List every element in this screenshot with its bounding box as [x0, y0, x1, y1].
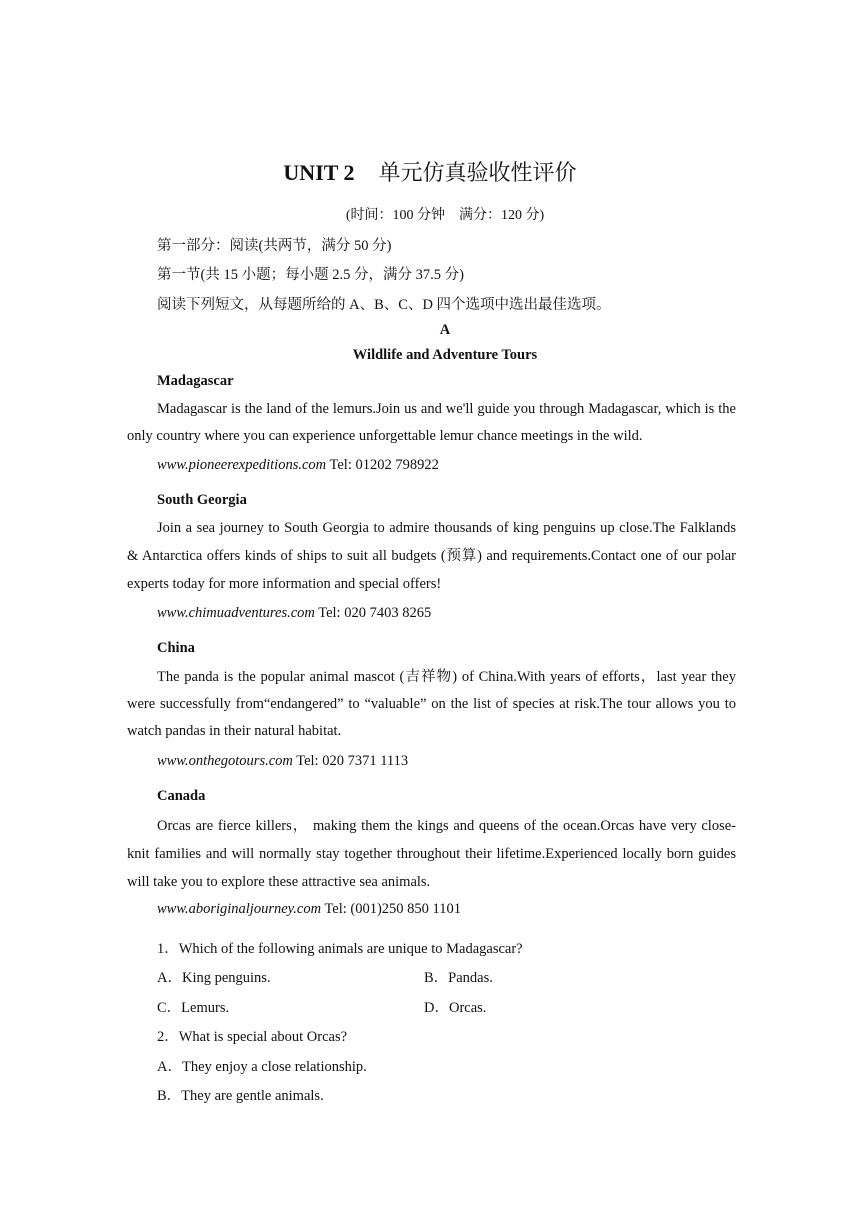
question-2-option-b[interactable]: B．They are gentle animals. — [157, 1088, 324, 1104]
block-heading-south-georgia: South Georgia — [157, 492, 247, 508]
block-heading-canada: Canada — [157, 788, 206, 804]
block-text-south-georgia: Join a sea journey to South Georgia to admire thousands of king penguins up close.The Falklands & Antarctica offers kinds of ships to suit all budgets (预算) and requirements.Contact one of our polar experts today for more information and special offers! — [127, 520, 736, 592]
block-text-canada: Orcas are fierce killers， making them the kings and queens of the ocean.Orcas have very close-knit families and will normally stay together throughout their lifetime.Experienced locally born guides will take you to explore these attractive sea animals. — [127, 818, 736, 890]
question-2-stem: 2．What is special about Orcas? — [157, 1029, 348, 1045]
question-1-option-d[interactable]: D．Orcas. — [424, 1000, 487, 1016]
contact-canada — [157, 901, 461, 918]
question-1-option-b[interactable]: B．Pandas. — [424, 970, 493, 986]
page-title — [0, 156, 860, 187]
block-text-madagascar: Madagascar is the land of the lemurs.Join us and we'll guide you through Madagascar, which is the only country where you can experience unforgettable lemur chance meetings in the wild. — [127, 401, 736, 444]
question-1-option-a[interactable]: A．King penguins. — [157, 970, 271, 986]
block-text-china: The panda is the popular animal mascot (吉祥物) of China.With years of efforts，last year they were successfully from“endangered” to “valuable” on the list of species at risk.The tour allows you to watch pandas in their natural habitat. — [127, 669, 736, 739]
contact-china — [157, 753, 408, 770]
title-chinese: 单元仿真验收性评价 — [378, 160, 577, 185]
title-unit: UNIT 2 — [283, 160, 355, 185]
question-1-stem: 1．Which of the following animals are unique to Madagascar? — [157, 941, 523, 957]
website-link[interactable]: www.chimuadventures.com — [157, 605, 315, 621]
contact-madagascar — [157, 457, 439, 474]
phone-number: Tel: 020 7371 1113 — [292, 753, 409, 769]
website-link[interactable]: www.onthegotours.com — [157, 753, 293, 769]
phone-number: Tel: 020 7403 8265 — [314, 605, 432, 621]
phone-number: Tel: 01202 798922 — [326, 457, 439, 473]
instruction-text: 阅读下列短文，从每题所给的 A、B、C、D 四个选项中选出最佳选项。 — [157, 297, 611, 313]
block-heading-china: China — [157, 640, 195, 656]
website-link[interactable]: www.aboriginaljourney.com — [157, 901, 322, 917]
block-heading-madagascar: Madagascar — [157, 373, 234, 389]
passage-title: Wildlife and Adventure Tours — [352, 347, 538, 363]
website-link[interactable]: www.pioneerexpeditions.com — [157, 457, 327, 473]
section-heading: 第一节(共 15 小题；每小题 2.5 分，满分 37.5 分) — [157, 267, 464, 283]
question-1-option-c[interactable]: C．Lemurs. — [157, 1000, 230, 1016]
phone-number: Tel: (001)250 850 1101 — [321, 901, 462, 917]
time-info: (时间：100 分钟 满分：120 分) — [345, 208, 545, 223]
question-2-option-a[interactable]: A．They enjoy a close relationship. — [157, 1059, 367, 1075]
contact-south-georgia — [157, 605, 431, 622]
part-heading: 第一部分：阅读(共两节，满分 50 分) — [157, 238, 392, 254]
passage-letter: A — [439, 322, 451, 338]
